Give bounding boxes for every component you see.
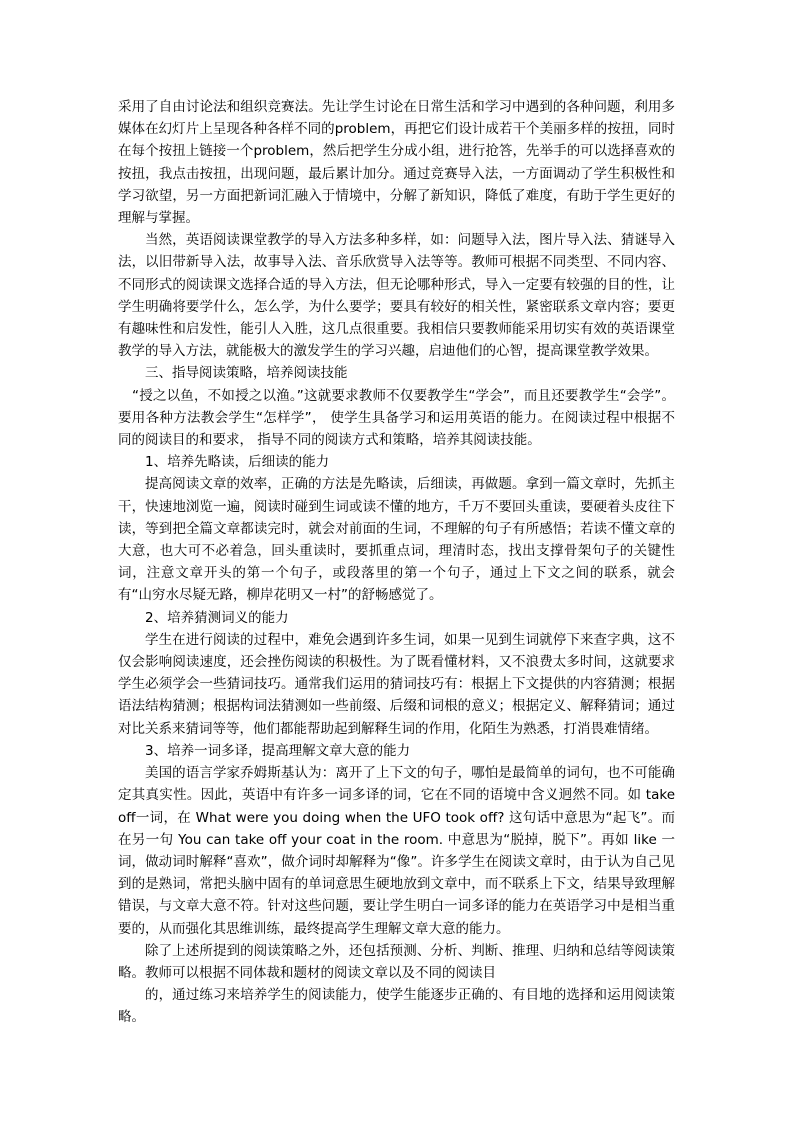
body-paragraph: 美国的语言学家乔姆斯基认为：离开了上下文的句子，哪怕是最简单的词句，也不可能确定其真实性。因此，英语中有许多一词多译的词，它在不同的语境中含义迥然不同。如 take off一词，在 What were you doing when the UFO took off? 这句话中意思为“起飞”。而在另一句 You can take off your coat in the room. 中意思为“脱掉，脱下”。再如 like 一词，做动词时解释“喜欢”，做介词时却解释为“像”。许多学生在阅读文章时，由于认为自己见到的是熟词，常把头脑中固有的单词意思生硬地放到文章中，而不联系上下文，结果导致理解错误，与文章大意不符。针对这些问题，要让学生明白一词多译的能力在英语学习中是相当重要的，从而强化其思维训练，最终提高学生理解文章大意的能力。 — [118, 765, 675, 937]
body-paragraph: 学生在进行阅读的过程中，难免会遇到许多生词，如果一见到生词就停下来查字典，这不仅会影响阅读速度，还会挫伤阅读的积极性。为了既看懂材料，又不浪费太多时间，这就要求学生必须学会一些猜词技巧。通常我们运用的猜词技巧有：根据上下文提供的内容猜测；根据语法结构猜测；根据构词法猜测如一些前缀、后缀和词根的意义；根据定义、解释猜词；通过对比关系来猜词等等，他们都能帮助起到解释生词的作用，化陌生为熟悉，打消畏难情绪。 — [118, 631, 675, 737]
body-paragraph: 除了上述所提到的阅读策略之外，还包括预测、分析、判断、推理、归纳和总结等阅读策略。教师可以根据不同体裁和题材的阅读文章以及不同的阅读目 — [118, 942, 675, 981]
subsection-heading: 1、培养先略读，后细读的能力 — [145, 454, 330, 471]
body-paragraph: 的，通过练习来培养学生的阅读能力，使学生能逐步正确的、有目地的选择和运用阅读策略。 — [118, 987, 675, 1026]
subsection-heading: 3、培养一词多译，提高理解文章大意的能力 — [145, 742, 411, 759]
document-page — [118, 96, 675, 1029]
subsection-heading: 2、培养猜测词义的能力 — [145, 609, 289, 626]
body-paragraph: 提高阅读文章的效率，正确的方法是先略读，后细读，再做题。拿到一篇文章时，先抓主干，快速地浏览一遍，阅读时碰到生词或读不懂的地方，千万不要回头重读，要硬着头皮往下读，等到把全篇文章都读完时，就会对前面的生词，不理解的句子有所感悟；若读不懂文章的大意，也大可不必着急，回头重读时，要抓重点词，理清时态，找出支撑骨架句子的关键性词，注意文章开头的第一个句子，或段落里的第一个句子，通过上下文之间的联系，就会有“山穷水尽疑无路，柳岸花明又一村”的舒畅感觉了。 — [118, 476, 675, 604]
body-paragraph: “授之以鱼，不如授之以渔。”这就要求教师不仅要教学生“学会”，而且还要教学生“会学”。要用各种方法教会学生“怎样学”， 使学生具备学习和运用英语的能力。在阅读过程中根据不同的阅读目的和要求， 指导不同的阅读方式和策略，培养其阅读技能。 — [118, 387, 675, 449]
body-paragraph: 当然，英语阅读课堂教学的导入方法多种多样，如：问题导入法，图片导入法、猜谜导入法，以旧带新导入法，故事导入法、音乐欣赏导入法等等。教师可根据不同类型、不同内容、不同形式的阅读课文选择合适的导入方法，但无论哪种形式，导入一定要有较强的目的性，让学生明确将要学什么，怎么学，为什么要学；要具有较好的相关性，紧密联系文章内容；要更有趣味性和启发性，能引人入胜，这几点很重要。我相信只要教师能采用切实有效的英语课堂教学的导入方法，就能极大的激发学生的学习兴趣，启迪他们的心智，提高课堂教学效果。 — [118, 232, 675, 360]
section-heading: 三、指导阅读策略，培养阅读技能 — [145, 365, 348, 382]
body-paragraph: 采用了自由讨论法和组织竞赛法。先让学生讨论在日常生活和学习中遇到的各种问题，利用多媒体在幻灯片上呈现各种各样不同的problem，再把它们设计成若干个美丽多样的按扭，同时在每个按扭上链接一个problem，然后把学生分成小组，进行抢答，先举手的可以选择喜欢的按扭，我点击按扭，出现问题，最后累计加分。通过竞赛导入法，一方面调动了学生积极性和学习欲望，另一方面把新词汇融入于情境中，分解了新知识，降低了难度，有助于学生更好的理解与掌握。 — [118, 99, 675, 227]
